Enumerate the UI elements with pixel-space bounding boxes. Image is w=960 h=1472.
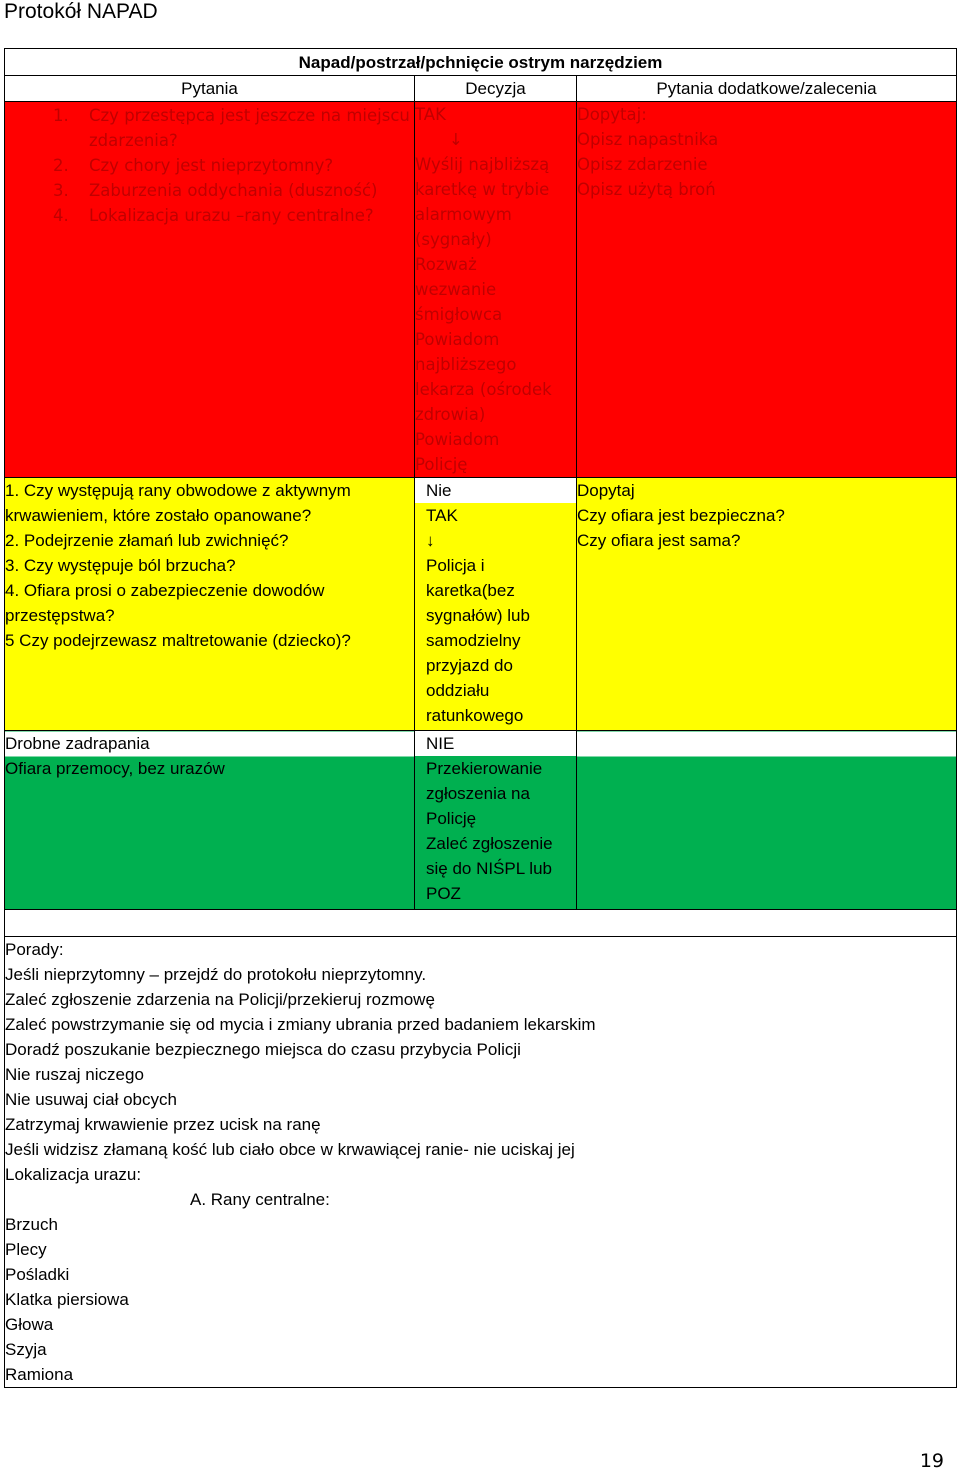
yellow-section-row — [5, 478, 957, 731]
yellow-decision-nie: Nie — [415, 478, 576, 503]
column-header-additional: Pytania dodatkowe/zalecenia — [577, 76, 957, 102]
tips-line-9: Jeśli widzisz złamaną kość lub ciało obce w krwawiącej ranie- nie uciskaj jej — [5, 1140, 575, 1159]
spacer-cell — [5, 910, 957, 937]
yellow-decision-line-5: przyjazd do — [426, 656, 513, 675]
green-decision-line-5: się do NIŚPL lub — [426, 859, 552, 878]
red-question-2 — [53, 153, 414, 178]
red-decision-line-10: lekarza (ośrodek — [415, 380, 552, 399]
red-question-1-line-2: zdarzenia? — [89, 131, 178, 150]
location-4: Klatka piersiowa — [5, 1290, 129, 1309]
tips-line-5: Doradź poszukanie bezpiecznego miejsca do czasu przybycia Policji — [5, 1040, 521, 1059]
green-additional-cell — [577, 731, 957, 910]
red-question-1-num: 1. — [53, 106, 69, 125]
red-question-4-line-1: Lokalizacja urazu –rany centralne? — [89, 206, 374, 225]
green-question-line-1: Drobne zadrapania — [5, 734, 150, 753]
yellow-question-line-3: 2. Podejrzenie złamań lub zwichnięć? — [5, 531, 289, 550]
yellow-question-line-5: 4. Ofiara prosi o zabezpieczenie dowodów — [5, 581, 325, 600]
green-decision-line-4: Zaleć zgłoszenie — [426, 834, 553, 853]
red-question-3 — [53, 178, 414, 203]
yellow-decision-arrow-icon: ↓ — [426, 531, 435, 550]
yellow-question-line-7: 5 Czy podejrzewasz maltretowanie (dziecko)? — [5, 631, 351, 650]
yellow-decision-cell — [415, 478, 577, 731]
yellow-additional-line-2: Czy ofiara jest bezpieczna? — [577, 506, 785, 525]
location-6: Szyja — [5, 1340, 47, 1359]
red-additional-line-2: Opisz napastnika — [577, 130, 719, 149]
page-number: 19 — [919, 1450, 944, 1472]
protocol-table — [4, 48, 957, 1388]
red-question-3-line-1: Zaburzenia oddychania (duszność) — [89, 181, 378, 200]
green-decision-block — [415, 756, 576, 909]
column-header-questions: Pytania — [5, 76, 415, 102]
spacer-row — [5, 910, 957, 937]
red-decision-cell — [415, 102, 577, 478]
yellow-question-line-1: 1. Czy występują rany obwodowe z aktywnym — [5, 481, 351, 500]
tips-line-2: Jeśli nieprzytomny – przejdź do protokołu nieprzytomny. — [5, 965, 427, 984]
green-decision-line-6: POZ — [426, 884, 461, 903]
page-title: Protokół NAPAD — [4, 0, 158, 23]
yellow-decision-line-1: Policja i — [426, 556, 485, 575]
yellow-decision-line-3: sygnałów) lub — [426, 606, 530, 625]
yellow-decision-line-4: samodzielny — [426, 631, 521, 650]
red-decision-line-12: Powiadom — [415, 430, 500, 449]
red-question-1-line-1: Czy przestępca jest jeszcze na miejscu — [89, 106, 410, 125]
tips-row — [5, 937, 957, 1388]
green-question-line-2: Ofiara przemocy, bez urazów — [5, 759, 225, 778]
yellow-additional-line-1: Dopytaj — [577, 481, 635, 500]
red-decision-line-6: wezwanie — [415, 280, 497, 299]
green-decision-line-3: Policję — [426, 809, 477, 828]
column-header-row — [5, 76, 957, 102]
green-questions-cell — [5, 731, 415, 910]
column-header-decision: Decyzja — [415, 76, 577, 102]
red-decision-line-5: Rozważ — [415, 255, 477, 274]
tips-cell — [5, 937, 957, 1388]
red-questions-cell — [5, 102, 415, 478]
red-questions — [5, 102, 414, 228]
green-decision-nie: NIE — [426, 734, 455, 753]
red-decision-line-7: śmigłowca — [415, 305, 503, 324]
red-decision-line-1: Wyślij najbliższą — [415, 155, 550, 174]
red-question-1 — [53, 103, 414, 153]
yellow-additional-line-3: Czy ofiara jest sama? — [577, 531, 741, 550]
table-title-row — [5, 49, 957, 76]
red-question-2-line-1: Czy chory jest nieprzytomny? — [89, 156, 334, 175]
red-decision-arrow-icon: ↓ — [449, 130, 463, 149]
yellow-question-line-6: przestępstwa? — [5, 606, 115, 625]
yellow-questions-cell — [5, 478, 415, 731]
yellow-additional-cell — [577, 478, 957, 731]
location-1: Brzuch — [5, 1215, 58, 1234]
tips-line-4: Zaleć powstrzymanie się od mycia i zmiany ubrania przed badaniem lekarskim — [5, 1015, 596, 1034]
green-section-row — [5, 731, 957, 910]
red-decision-line-13: Policję — [415, 455, 468, 474]
yellow-decision-line-6: oddziału — [426, 681, 490, 700]
red-section-row — [5, 102, 957, 478]
location-3: Pośladki — [5, 1265, 70, 1284]
red-additional-line-4: Opisz użytą broń — [577, 180, 716, 199]
tips-line-8: Zatrzymaj krwawienie przez ucisk na ranę — [5, 1115, 321, 1134]
green-decision-line-2: zgłoszenia na — [426, 784, 530, 803]
location-7: Ramiona — [5, 1365, 74, 1384]
red-decision-line-3: alarmowym — [415, 205, 512, 224]
tips-line-3: Zaleć zgłoszenie zdarzenia na Policji/przekieruj rozmowę — [5, 990, 435, 1009]
red-question-3-num: 3. — [53, 181, 69, 200]
tips-line-7: Nie usuwaj ciał obcych — [5, 1090, 177, 1109]
yellow-decision-tak: TAK — [426, 506, 458, 525]
red-additional-line-1: Dopytaj: — [577, 105, 647, 124]
yellow-question-line-2: krwawieniem, które zostało opanowane? — [5, 506, 312, 525]
yellow-question-line-4: 3. Czy występuje ból brzucha? — [5, 556, 236, 575]
red-additional-cell — [577, 102, 957, 478]
location-2: Plecy — [5, 1240, 47, 1259]
table-title: Napad/postrzał/pchnięcie ostrym narzędziem — [5, 49, 957, 76]
tips-line-10: Lokalizacja urazu: — [5, 1165, 142, 1184]
yellow-decision-line-7: ratunkowego — [426, 706, 524, 725]
green-decision-line-1: Przekierowanie — [426, 759, 543, 778]
tips-sub-heading: A. Rany centralne: — [190, 1190, 330, 1209]
red-decision-line-4: (sygnały) — [415, 230, 492, 249]
red-decision-tak: TAK — [415, 105, 446, 124]
red-decision-line-8: Powiadom — [415, 330, 500, 349]
red-question-4 — [53, 203, 414, 228]
red-decision-line-9: najbliższego — [415, 355, 517, 374]
red-question-2-num: 2. — [53, 156, 69, 175]
location-5: Głowa — [5, 1315, 54, 1334]
red-decision-line-2: karetkę w trybie — [415, 180, 550, 199]
red-additional-line-3: Opisz zdarzenie — [577, 155, 708, 174]
yellow-decision-block — [415, 503, 576, 730]
green-decision-cell — [415, 731, 577, 910]
tips-line-1: Porady: — [5, 940, 64, 959]
yellow-decision-line-2: karetka(bez — [426, 581, 515, 600]
red-question-4-num: 4. — [53, 206, 69, 225]
tips-line-6: Nie ruszaj niczego — [5, 1065, 144, 1084]
red-decision-line-11: zdrowia) — [415, 405, 486, 424]
